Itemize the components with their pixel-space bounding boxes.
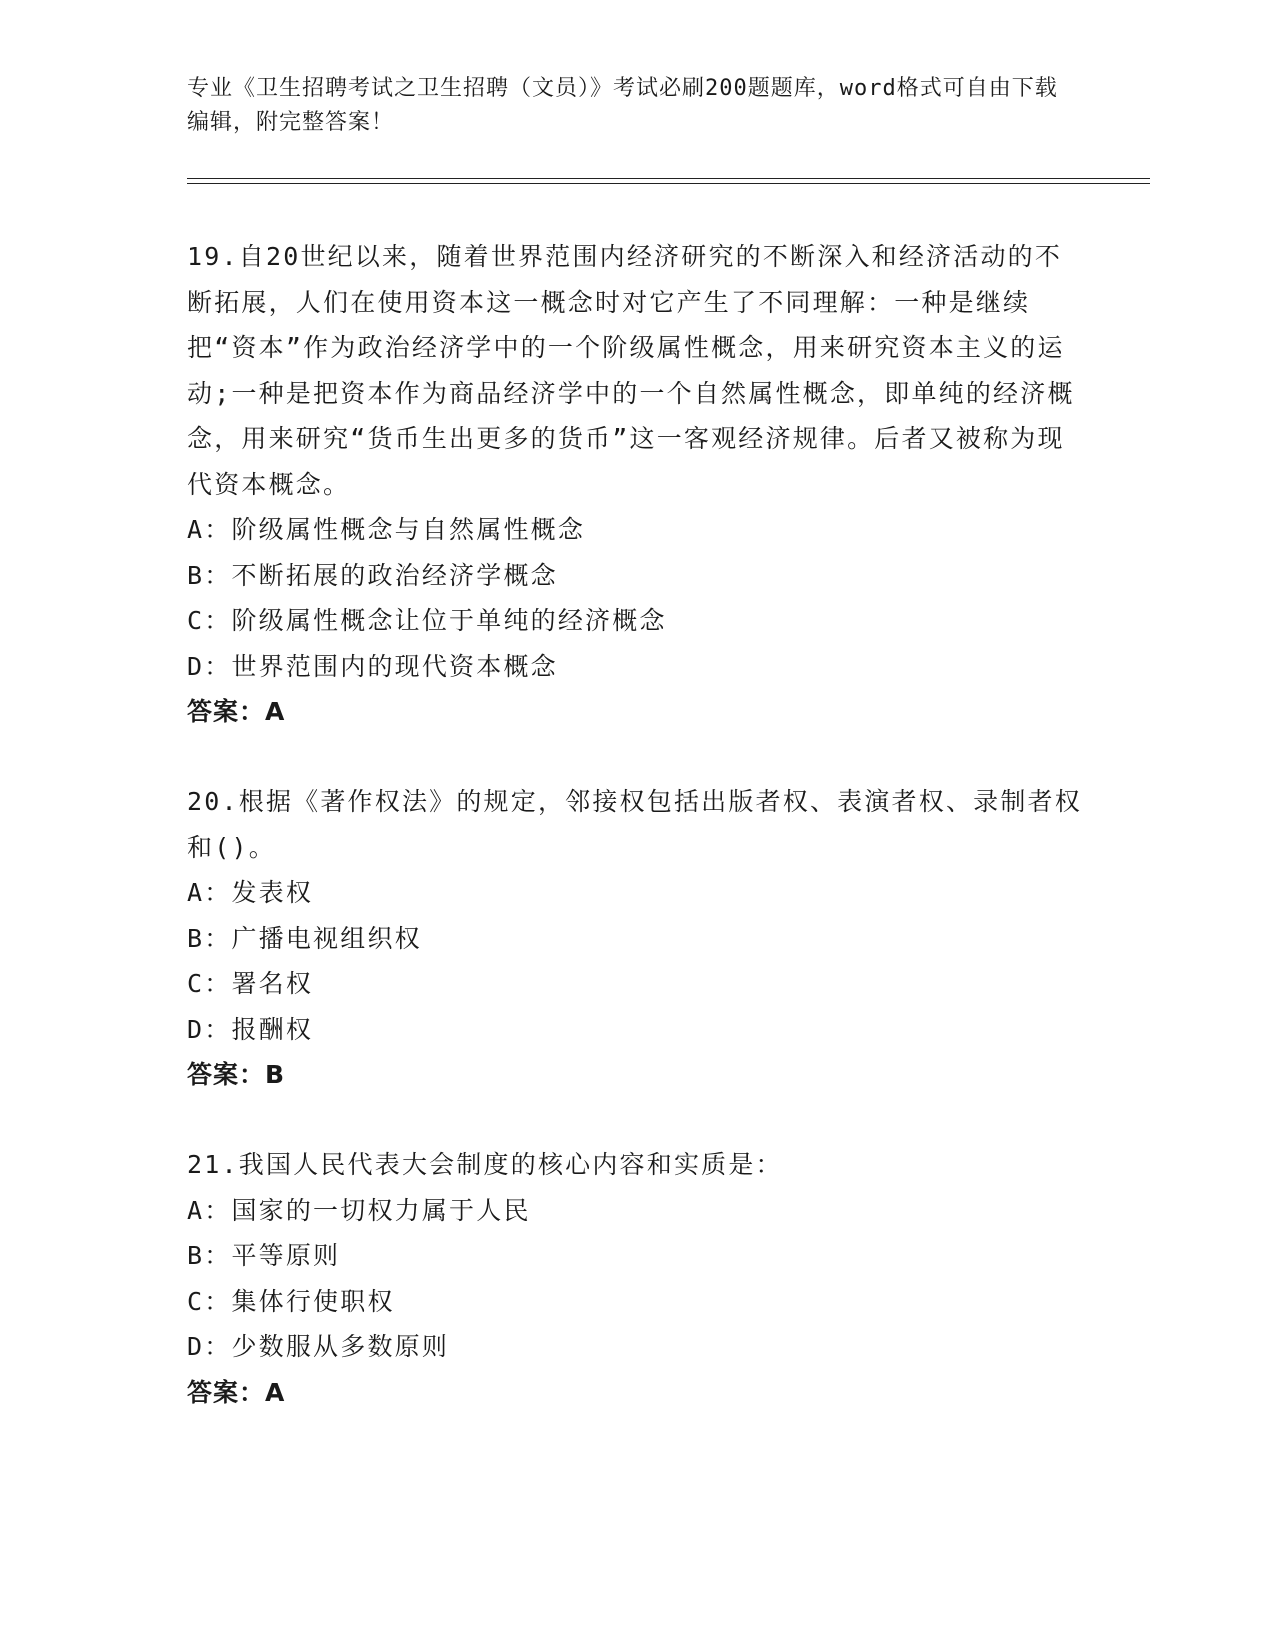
option-a: A：发表权 [187,878,314,907]
question-stem: 19.自20世纪以来，随着世界范围内经济研究的不断深入和经济活动的不断拓展，人们在使用资本这一概念时对它产生了不同理解：一种是继续把“资本”作为政治经济学中的一个阶级属性概念，用来研究资本主义的运动;一种是把资本作为商品经济学中的一个自然属性概念，即单纯的经济概念，用来研究“货币生出更多的货币”这一客观经济规律。后者又被称为现代资本概念。 [187,242,1075,499]
question-stem: 21.我国人民代表大会制度的核心内容和实质是： [187,1150,783,1179]
option-b: B：广播电视组织权 [187,923,422,953]
option-d: D：世界范围内的现代资本概念 [187,651,558,681]
option-a: A：国家的一切权力属于人民 [187,1195,531,1225]
question-19 [187,234,1087,735]
option-c: C：集体行使职权 [187,1286,395,1316]
document-header: 专业《卫生招聘考试之卫生招聘（文员）》考试必刷200题题库，word格式可自由下载编辑，附完整答案！ [187,76,1058,135]
question-stem: 20.根据《著作权法》的规定，邻接权包括出版者权、表演者权、录制者权和()。 [187,787,1082,862]
answer-label: 答案：A [187,1377,286,1407]
question-21 [187,1142,1087,1415]
option-a: A：阶级属性概念与自然属性概念 [187,515,586,544]
option-c: C：阶级属性概念让位于单纯的经济概念 [187,606,667,635]
option-d: D：报酬权 [187,1014,314,1044]
option-c: C：署名权 [187,969,314,998]
header-divider-top [187,178,1150,179]
option-b: B：不断拓展的政治经济学概念 [187,560,558,590]
option-d: D：少数服从多数原则 [187,1332,450,1361]
answer-label: 答案：B [187,1060,286,1089]
answer-label: 答案：A [187,697,286,726]
option-b: B：平等原则 [187,1241,341,1270]
question-20 [187,779,1087,1098]
header-divider-bottom [187,183,1150,184]
